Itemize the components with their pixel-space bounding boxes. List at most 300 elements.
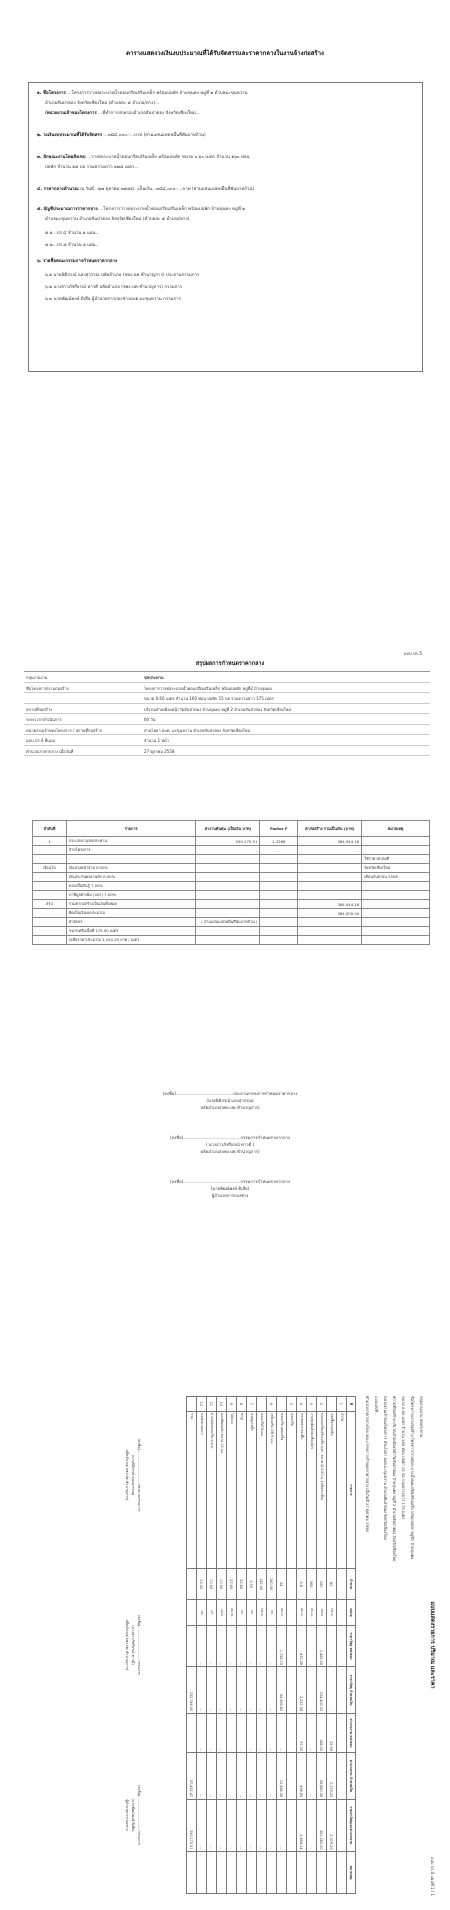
table-cell: 1 xyxy=(337,1397,347,1412)
item-project-name: ๑. ชื่อโครงการ ...โครงการวางท่อระบายน้ำคอนกรีตเสริมเหล็ก พร้อมบ่อพัก บ้านขุนคง หมู่ที่ ๒ ตำบลมะขุนหวาน xyxy=(37,91,248,96)
table-cell xyxy=(337,1625,347,1667)
info-row: ชื่อโครงการ/งานก่อสร้าง โครงการวางท่อระบายน้ำคอนกรีตเสริมเหล็ก พร้อมบ่อพัก หมู่ที่2 บ้านขุนคง xyxy=(24,683,430,694)
table-row xyxy=(33,837,430,846)
table-cell xyxy=(196,936,260,945)
col-header: หมายเหตุ xyxy=(362,821,430,837)
table-cell: ... xyxy=(277,1713,287,1753)
table-cell: 52.65 xyxy=(237,1568,247,1599)
signature-line: (ลงชื่อ)...........................................กรรมการกำหนดราคากลาง xyxy=(170,1135,290,1140)
table-cell: ลวดผูกเหล็ก xyxy=(247,1411,257,1568)
table-cell xyxy=(187,1713,197,1753)
table-row xyxy=(33,882,430,891)
table-cell: ตะปู xyxy=(237,1411,247,1568)
table-cell: ... xyxy=(267,1625,277,1667)
item-median-price: ๔. ราคากลางคำนวณ ณ วันที่...๒๗ ตุลาคม ๒๕๕๘...เป็นเงิน...๓๘๔,๐๐๐.-...บาท (สามแสนแปดหมื่นสี่พันบาทถ้วน) xyxy=(37,187,255,192)
table-cell: เงื่อนไข xyxy=(33,864,67,873)
table-cell xyxy=(196,891,260,900)
table-cell: 5 xyxy=(287,1397,297,1412)
table-cell: ... xyxy=(197,1753,207,1799)
col-header: Factor F xyxy=(260,821,298,837)
col-header: รายการ xyxy=(347,1411,356,1568)
table-cell: เหล็กเสริม DB 9 มม. xyxy=(267,1411,277,1568)
signature-block-member-2 xyxy=(120,1178,340,1199)
table-cell: แผ่นปิดบ่อพัก ขนาด 12 มม. xyxy=(217,1411,227,1568)
signature-line: (ลงชื่อ)...........................................ประธานกรรมการกำหนดราคากลาง xyxy=(162,1091,298,1096)
p3-signature-member-1 xyxy=(124,1570,142,1720)
table-cell: ท่อน xyxy=(317,1600,327,1625)
col-header: หน่วย xyxy=(347,1600,356,1625)
table-cell: - xyxy=(327,1625,337,1667)
info-row: แบบ ปร.4 ที่แนบ จำนวน 1 หน้า xyxy=(24,735,430,746)
table-cell: 57,432.47 xyxy=(187,1753,197,1799)
table-cell xyxy=(196,855,260,864)
table-cell: - xyxy=(227,1852,237,1894)
table-cell: ... xyxy=(307,1753,317,1799)
table-cell: 436.80 xyxy=(297,1753,307,1799)
table-cell xyxy=(33,918,67,927)
table-cell: - xyxy=(227,1713,237,1753)
table-cell: ... xyxy=(217,1753,227,1799)
table-cell xyxy=(187,1625,197,1667)
table-cell: ทรายหยาบรองพื้น xyxy=(297,1411,307,1568)
table-row xyxy=(33,927,430,936)
table-cell xyxy=(287,1568,297,1599)
table-cell: 240.00 xyxy=(267,1568,277,1599)
table-cell: ... xyxy=(267,1667,277,1713)
table-cell: 2,079.20 xyxy=(327,1753,337,1799)
table-row xyxy=(33,873,430,882)
table-cell: ... xyxy=(227,1799,237,1851)
table-cell: 2,694.14 xyxy=(297,1799,307,1851)
table-cell: 168.00 xyxy=(317,1713,327,1753)
table-cell: ... xyxy=(247,1753,257,1799)
table-cell: คิดเป็นเงินงบประมาณ xyxy=(66,909,196,918)
table-cell: 10.50 xyxy=(207,1568,217,1599)
table-cell: ประเภทงานชลประทาน xyxy=(66,837,196,846)
page-2-title: สรุปผลการกำหนดราคากลาง xyxy=(195,661,265,667)
table-cell: ... xyxy=(257,1667,267,1713)
table-cell: 384,000.00 xyxy=(298,909,362,918)
table-cell: ... xyxy=(307,1799,317,1851)
table-cell: - xyxy=(297,1852,307,1894)
table-cell: เงินประกันผลงานหัก 0.00% xyxy=(66,873,196,882)
table-cell: ... xyxy=(217,1799,227,1851)
table-cell xyxy=(362,837,430,846)
signature-line: (ลงชื่อ)..............................กรรมการ xyxy=(137,1614,141,1676)
table-cell xyxy=(33,909,67,918)
table-cell: 7 xyxy=(247,1397,257,1412)
table-cell xyxy=(298,918,362,927)
table-row xyxy=(327,1397,337,1894)
info-row: ระยะเวลาดำเนินการ 60 วัน xyxy=(24,714,430,725)
col-header: ค่างานต้นทุน (เป็นเงิน บาท) xyxy=(196,821,260,837)
table-row xyxy=(33,891,430,900)
table-cell xyxy=(298,882,362,891)
table-cell: 25.99 xyxy=(327,1713,337,1753)
page-3-bill-of-quantities xyxy=(0,1390,450,1910)
table-row xyxy=(33,909,430,918)
table-cell: ... xyxy=(217,1713,227,1753)
table-cell xyxy=(260,855,298,864)
table-cell: เดือนกันยายน 2558 xyxy=(362,873,430,882)
table-cell: ลบ.ม. xyxy=(277,1600,287,1625)
table-row xyxy=(317,1397,327,1894)
table-row xyxy=(217,1397,227,1894)
table-cell xyxy=(196,864,260,873)
table-cell xyxy=(33,936,67,945)
col-header: รายการ xyxy=(66,821,196,837)
table-cell xyxy=(260,864,298,873)
item-owner-agency: /หน่วยงานเจ้าของโครงการ ...ที่ทำการปกครองอำเภอสันป่าตอง จังหวัดเชียงใหม่... xyxy=(45,111,200,116)
table-cell: จังหวัดเชียงใหม่ xyxy=(362,864,430,873)
table-cell xyxy=(287,1753,297,1799)
table-cell: - xyxy=(237,1713,247,1753)
table-cell xyxy=(362,909,430,918)
p3-signature-chair xyxy=(124,1400,142,1550)
col-header: รวมค่าวัสดุและค่าแรงงาน xyxy=(347,1799,356,1851)
table-row xyxy=(187,1397,197,1894)
table-row xyxy=(277,1397,287,1894)
signature-line: (ลงชื่อ)..............................ประธานกรรมการ xyxy=(137,1438,141,1512)
table-cell: ลบ.ม. xyxy=(297,1600,307,1625)
table-cell: 91.00 xyxy=(297,1713,307,1753)
table-cell: - xyxy=(237,1852,247,1894)
table-cell: 12 xyxy=(197,1397,207,1412)
item-form-pr5: ๕.๒...ปร.๕ จำนวน ๑ แผ่น.. xyxy=(45,243,99,248)
table-cell: ... xyxy=(197,1667,207,1713)
table-cell: ท่อคอนกรีตเสริมเหล็ก มอก. ขนาด Ø 0.60 ม. (ชนิดรางลิ้น) xyxy=(317,1411,327,1568)
table-cell xyxy=(298,864,362,873)
item-work-description: ๓. ลักษณะงานโดยสังเขป ...วางท่อระบายน้ำคอนกรีตเสริมเหล็ก พร้อมบ่อพัก ขนาด ๐.๖๐ เมตร จำนวน ๑๖๐ ท่อน xyxy=(37,155,250,160)
table-cell: 94,969.80 xyxy=(277,1667,287,1713)
project-info-list xyxy=(24,671,430,756)
table-header-row xyxy=(347,1397,356,1894)
table-cell: ฝา xyxy=(207,1600,217,1625)
table-cell: แผ่น xyxy=(217,1600,227,1625)
p3-info-line: สถานที่ก่อสร้าง บริเวณลำเหมืองหน้าวัดสันป่าตอง บ้านขุนคง หมู่ที่ 2 อำเภอสันป่าตอง จังหวัดเชียงใหม่ xyxy=(392,1396,397,1562)
table-cell: - xyxy=(307,1667,317,1713)
table-cell: 10.50 xyxy=(217,1568,227,1599)
table-cell: ภาษีมูลค่าเพิ่ม (VAT) 7.00% xyxy=(66,891,196,900)
table-cell: เงินล่วงหน้าจ่าย 0.00% xyxy=(66,864,196,873)
table-cell xyxy=(260,882,298,891)
table-row xyxy=(287,1397,297,1894)
table-cell xyxy=(33,873,67,882)
table-cell xyxy=(260,927,298,936)
table-row xyxy=(33,864,430,873)
table-cell xyxy=(298,873,362,882)
item-committee-heading: ๖. รายชื่อคณะกรรมการกำหนดราคากลาง xyxy=(37,259,118,264)
table-cell: รวม xyxy=(187,1411,197,1568)
table-row xyxy=(197,1397,207,1894)
table-cell: - xyxy=(207,1852,217,1894)
table-cell: ( สามแสนแปดหมื่นสี่พันบาทถ้วน ) xyxy=(196,918,260,927)
table-cell xyxy=(260,891,298,900)
project-info-box xyxy=(28,82,423,372)
table-cell: 54 xyxy=(277,1568,287,1599)
signer-position: ปลัดอำเภอ(จพง.ปค.ชำนาญการ) xyxy=(125,1619,129,1671)
table-cell: 290,175.51 xyxy=(187,1799,197,1851)
table-row xyxy=(33,918,430,927)
table-cell: ตัวอักษร xyxy=(66,918,196,927)
table-cell xyxy=(287,1625,297,1667)
table-cell: งานขุดดินด้วยเครื่องจักร xyxy=(307,1411,317,1568)
table-row xyxy=(307,1397,317,1894)
table-cell: ... xyxy=(247,1667,257,1713)
table-cell: บ่อพักตามแบบ xyxy=(197,1411,207,1568)
signer-position: ปลัดอำเภอ(จพง.ปค.ชำนาญการ) xyxy=(200,1105,260,1110)
table-cell: - xyxy=(307,1625,317,1667)
table-cell xyxy=(337,1852,347,1894)
table-row xyxy=(237,1397,247,1894)
p3-info-line: กลุ่มงาน/งาน ชลประทาน xyxy=(419,1396,424,1438)
info-row: ขนาด 0.60 เมตร จำนวน 160 ท่อน บ่อพัก 15 บ่อ รวมความยาว 175 เมตร xyxy=(24,693,430,704)
table-cell: 470.08 xyxy=(297,1625,307,1667)
p3-signature-member-2 xyxy=(124,1740,142,1890)
col-header: ที่ xyxy=(347,1397,356,1412)
signer-name: (นายนิติภรณ์ แสงสุวรรณ) xyxy=(206,1098,254,1103)
table-cell: ... xyxy=(277,1799,287,1851)
table-cell: ดอกเบี้ยเงินกู้ 7.00% xyxy=(66,882,196,891)
table-cell xyxy=(187,1852,197,1894)
table-cell xyxy=(337,1568,347,1599)
table-cell: ... xyxy=(227,1667,237,1713)
table-cell xyxy=(362,936,430,945)
table-cell: 0.50 xyxy=(247,1568,257,1599)
table-cell xyxy=(33,891,67,900)
table-cell: ... xyxy=(267,1799,277,1851)
page-2-price-summary xyxy=(0,650,450,1380)
committee-member-1: ๖.๑ นายนิติภรณ์ แสงสุวรรณ ปลัดอำเภอ (จพง.ปค.ชำนาญการ) ประธานกรรมการ xyxy=(45,273,200,278)
table-cell: ... xyxy=(217,1667,227,1713)
table-cell: 384,944.16 xyxy=(298,900,362,909)
table-cell: 261,280.00 xyxy=(317,1799,327,1851)
table-cell xyxy=(337,1753,347,1799)
table-cell: ... xyxy=(247,1713,257,1753)
table-cell: 9 xyxy=(227,1397,237,1412)
item-work-description-cont: บ่อพัก จำนวน ๑๕ บ่อ รวมความยาว ๑๗๕ เมตร... xyxy=(45,165,139,170)
table-cell: กก. xyxy=(247,1600,257,1625)
signer-name: ( นางสาวภัชรียรณ์ ทาวดี ) xyxy=(205,1142,255,1147)
table-cell: 4 xyxy=(297,1397,307,1412)
page-1-title: ตารางแสดงวงเงินงบประมาณที่ได้รับจัดสรรและราคากลางในงานจ้างก่อสร้าง xyxy=(126,50,324,57)
page-1-budget-summary xyxy=(0,0,450,640)
table-cell: 234,400.00 xyxy=(317,1667,327,1713)
table-cell xyxy=(196,882,260,891)
table-cell xyxy=(362,846,430,855)
table-cell xyxy=(298,891,362,900)
signer-position: ปลัดอำเภอ(จพง.ปค.ชำนาญการ) xyxy=(125,1449,129,1501)
table-cell: - xyxy=(217,1852,227,1894)
table-cell xyxy=(33,855,67,864)
table-cell: ... xyxy=(267,1713,277,1753)
price-summary-body xyxy=(33,837,430,945)
col-header: ราคาวัสดุ หน่วยละ xyxy=(347,1625,356,1667)
table-cell: กก. xyxy=(267,1600,277,1625)
table-cell: 2 xyxy=(317,1397,327,1412)
p3-info-line: แบบเลขที่ - xyxy=(374,1396,379,1415)
table-cell: ลบ.ม. xyxy=(307,1600,317,1625)
table-cell xyxy=(187,1600,197,1625)
table-cell: 290,175.51 xyxy=(196,837,260,846)
signer-position: ผู้อำนวยการกองช่าง xyxy=(211,1193,249,1198)
table-cell: 1,465.00 xyxy=(317,1625,327,1667)
signer-position: ปลัดอำเภอ(จพง.ปค.ชำนาญการ) xyxy=(200,1149,260,1154)
table-cell: ขนาดหรือเนื้อที่ 175.00 เมตร xyxy=(66,927,196,936)
table-cell: - xyxy=(317,1852,327,1894)
table-cell xyxy=(337,1667,347,1713)
table-cell: ... xyxy=(207,1713,217,1753)
table-cell: 1 xyxy=(33,837,67,846)
table-cell xyxy=(33,882,67,891)
table-cell: ... xyxy=(217,1625,227,1667)
table-cell: บ่อ xyxy=(197,1600,207,1625)
table-cell: 10 xyxy=(217,1397,227,1412)
col-header: จำนวน xyxy=(347,1568,356,1599)
price-summary-table xyxy=(32,820,430,945)
table-cell xyxy=(362,927,430,936)
table-cell xyxy=(33,927,67,936)
table-cell: 232,746.90 xyxy=(187,1667,197,1713)
table-cell: 3 xyxy=(307,1397,317,1412)
bill-of-quantities-body xyxy=(187,1397,347,1894)
info-row: กลุ่มงานงาน ชลประทาน xyxy=(24,672,430,683)
item-price-estimate: ๕. บัญชีประมาณการราคากลาง ...โครงการวางท่อระบายน้ำคอนกรีตเสริมเหล็ก พร้อมบ่อพัก บ้านขุนคง หมู่ที่ ๒ xyxy=(37,207,246,212)
signer-name: (นายพัฒน์พงษ์ ติเสีย) xyxy=(210,1186,250,1191)
table-cell: รวมค่าก่อสร้างเป็นเงินทั้งหมด xyxy=(66,900,196,909)
table-cell: กก. xyxy=(237,1600,247,1625)
table-cell: 8 xyxy=(237,1397,247,1412)
table-cell xyxy=(196,873,260,882)
table-cell: ... xyxy=(227,1625,237,1667)
table-row xyxy=(337,1397,347,1894)
table-cell: 365 xyxy=(307,1568,317,1599)
table-cell: - xyxy=(196,846,260,855)
table-cell xyxy=(362,891,430,900)
table-cell: - xyxy=(260,846,298,855)
table-cell: 6 xyxy=(267,1397,277,1412)
table-cell xyxy=(196,927,260,936)
table-cell: ใช้ราคาค่าคงที่ xyxy=(362,855,430,864)
table-cell: - xyxy=(237,1753,247,1799)
committee-member-2: ๖.๒ นางสาวภัชรียรณ์ ทาวดี ปลัดอำเภอ (จพง.ปค.ชำนาญการ) กรรมการ xyxy=(45,285,183,290)
table-row xyxy=(227,1397,237,1894)
item-budget: ๒. วงเงินงบประมาณที่ได้รับจัดสรร ...๓๘๔,๐๐๐.-...บาท (สามแสนแปดหมื่นสี่พันบาทถ้วน) xyxy=(37,133,206,138)
table-cell xyxy=(287,1799,297,1851)
table-cell: คอนกรีตไม้แบบ xyxy=(257,1411,267,1568)
table-cell: 2,257.34 xyxy=(297,1667,307,1713)
col-header: ราคาวัสดุ จำนวนเงิน xyxy=(347,1667,356,1713)
table-cell: ... xyxy=(257,1625,267,1667)
table-cell: 80 xyxy=(327,1568,337,1599)
signer-name: (นางสาวภัชรียรณ์ ทาวดี) xyxy=(131,1625,135,1665)
table-row xyxy=(33,846,430,855)
table-row xyxy=(257,1397,267,1894)
table-row xyxy=(297,1397,307,1894)
table-cell: - xyxy=(257,1852,267,1894)
table-cell xyxy=(362,918,430,927)
table-cell xyxy=(362,882,430,891)
col-header: ค่าก่อสร้าง รวมเป็นเงิน (บาท) xyxy=(298,821,362,837)
col-header: หมายเหตุ xyxy=(347,1852,356,1894)
info-row: หน่วยงานเจ้าของโครงการ / สถานที่ก่อสร้าง ส่วนโยธา อบต. มะขุนหวาน อำเภอสันป่าตอง จังหวัดเชียงใหม่ xyxy=(24,725,430,736)
table-cell: 12,584.00 xyxy=(277,1753,287,1799)
signature-line: (ลงชื่อ)...........................................กรรมการกำหนดราคากลาง xyxy=(170,1179,290,1184)
table-cell: - xyxy=(277,1852,287,1894)
table-cell: 4.8 xyxy=(297,1568,307,1599)
table-cell: 142.00 xyxy=(257,1568,267,1599)
table-cell xyxy=(260,936,298,945)
table-cell xyxy=(298,927,362,936)
table-cell: ... xyxy=(197,1799,207,1851)
table-cell: ... xyxy=(207,1667,217,1713)
info-row: คำนวณราคากลาง เมื่อวันที่ 27 ตุลาคม 2558 xyxy=(24,746,430,757)
table-cell xyxy=(277,1397,287,1412)
p3-info-line: ชื่อโครงการ/งานก่อสร้าง โครงการวางท่อระบายน้ำคอนกรีตเสริมเหล็ก พร้อมบ่อพัก หมู่ที่2 บ้านขุนคง xyxy=(410,1396,415,1560)
table-row xyxy=(207,1397,217,1894)
rotated-page xyxy=(84,1390,442,1900)
signature-line: (ลงชื่อ)..............................กรรมการ xyxy=(137,1784,141,1846)
table-cell: ... xyxy=(307,1713,317,1753)
table-cell xyxy=(33,846,67,855)
bill-of-quantities-table xyxy=(186,1396,356,1894)
item-form-pr4: ๕.๑...ปร.๔ จำนวน ๑ แผ่น.. xyxy=(45,231,99,236)
table-cell: ฝาบ่อพักคอนกรีต ค.ส.ล. xyxy=(207,1411,217,1568)
p3-info-line: หน่วยงานเจ้าของโครงการ ส่วนโยธา อบต.มะขุนหวาน อำเภอสันป่าตอง จังหวัดเชียงใหม่ xyxy=(383,1396,388,1540)
table-cell: ตร.ม. xyxy=(257,1600,267,1625)
table-cell: - xyxy=(307,1852,317,1894)
table-cell xyxy=(337,1600,347,1625)
table-cell: 15.00 xyxy=(197,1568,207,1599)
table-cell xyxy=(260,909,298,918)
table-cell: 22.65 xyxy=(227,1568,237,1599)
committee-member-3: ๖.๓ นายพัฒน์พงษ์ ติเสีย ผู้อำนวยการกองช่างอบต.มะขุนหวาน กรรมการ xyxy=(45,297,181,302)
table-cell: 11 xyxy=(207,1397,217,1412)
table-cell xyxy=(257,1397,267,1412)
table-cell: 26,880.00 xyxy=(317,1753,327,1799)
table-cell: เฉลี่ยราคาประมาณ 2,194.29 บาท / เมตร xyxy=(66,936,196,945)
table-cell: ... xyxy=(207,1625,217,1667)
table-cell xyxy=(287,1713,297,1753)
signer-position: ผู้อำนวยการกองช่าง xyxy=(125,1799,129,1831)
table-cell xyxy=(66,855,196,864)
table-row xyxy=(33,900,430,909)
table-cell: - xyxy=(327,1852,337,1894)
table-cell xyxy=(337,1713,347,1753)
table-cell: - xyxy=(227,1753,237,1799)
table-cell xyxy=(187,1397,197,1412)
table-cell: ... xyxy=(257,1713,267,1753)
p3-info-line: คำนวณราคากลางโดย คณะกรรมการกำหนดราคากลาง เมื่อวันที่ 27 ตุลาคม 2558 xyxy=(365,1396,370,1532)
table-cell: - xyxy=(298,846,362,855)
info-row: สถานที่ก่อสร้าง บริเวณลำเหมืองหน้าวัดสันป่าตอง บ้านขุนคง หมู่ที่ 2 อำเภอสันป่าตอง จังหวัดเชียงใหม่ xyxy=(24,704,430,715)
table-cell: 1,758.70 xyxy=(277,1625,287,1667)
table-cell xyxy=(196,900,260,909)
table-cell xyxy=(287,1600,297,1625)
table-cell: สรุป xyxy=(33,900,67,909)
form-code-pr4: แบบ ปร.4 แผ่นที่ 1 / 1 xyxy=(430,1856,435,1896)
item-project-name-cont: อำเภอสันป่าตอง จังหวัดเชียงใหม่ (ตำบลละ ๕ อำเภอ/ทาง)... xyxy=(45,101,160,106)
table-cell: - xyxy=(247,1852,257,1894)
table-cell: ตร.ม. xyxy=(327,1600,337,1625)
table-row xyxy=(33,936,430,945)
table-cell: ... xyxy=(237,1667,247,1713)
col-header: ค่าแรงงาน จำนวนเงิน xyxy=(347,1753,356,1799)
item-price-estimate-cont: ตำบลมะขุนหวาน อำเภอสันป่าตอง จังหวัดเชียงใหม่ (ตำบลละ ๕ อำเภอ/ทาง) xyxy=(45,217,190,222)
table-cell: ป้ายโครงการ xyxy=(66,846,196,855)
table-cell: 2,079.20 xyxy=(327,1799,337,1851)
table-cell: ลบ.ฟ. xyxy=(227,1600,237,1625)
